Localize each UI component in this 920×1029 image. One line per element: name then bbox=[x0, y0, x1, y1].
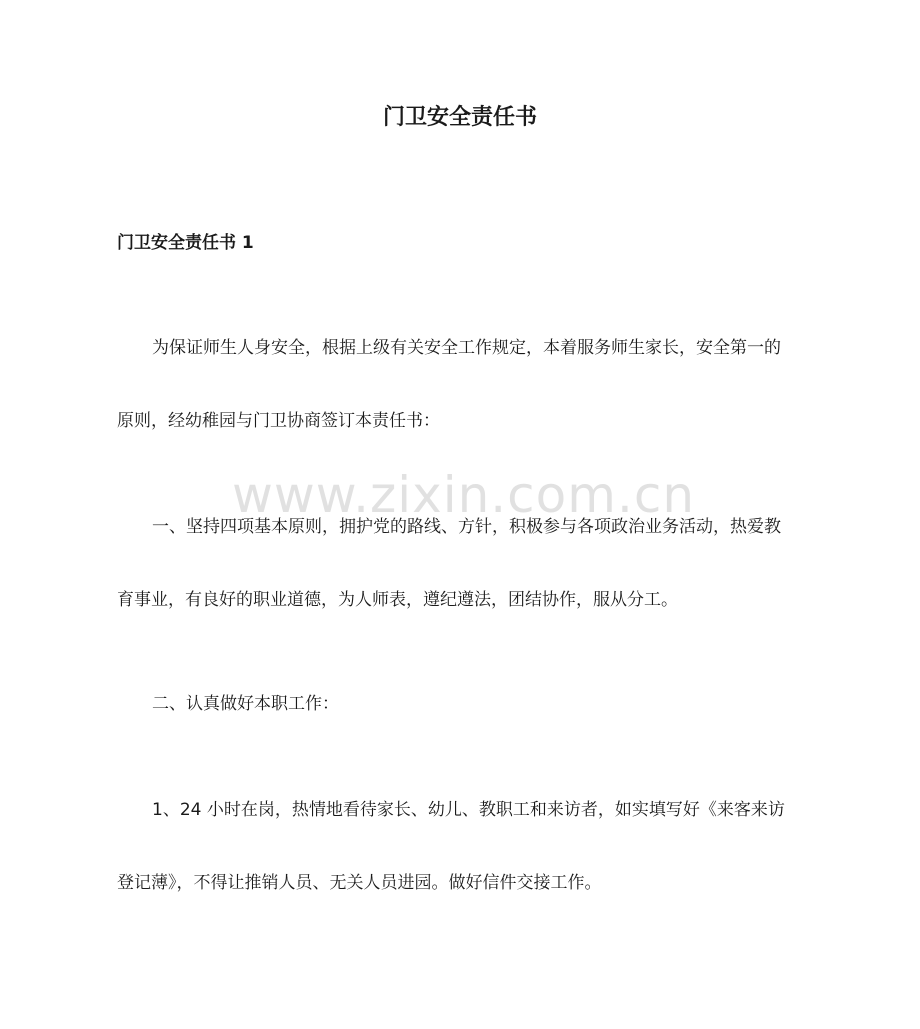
paragraph-line: 育事业，有良好的职业道德，为人师表，遵纪遵法，团结协作，服从分工。 bbox=[117, 590, 678, 610]
section-heading: 门卫安全责任书 1 bbox=[117, 233, 254, 253]
paragraph-line: 为保证师生人身安全，根据上级有关安全工作规定，本着服务师生家长，安全第一的 bbox=[152, 338, 781, 358]
paragraph-line: 1、24 小时在岗，热情地看待家长、幼儿、教职工和来访者，如实填写好《来客来访 bbox=[152, 800, 785, 820]
paragraph-line: 原则，经幼稚园与门卫协商签订本责任书： bbox=[117, 411, 440, 431]
watermark-text: www.zixin.com.cn bbox=[232, 466, 696, 524]
paragraph-line: 二、认真做好本职工作： bbox=[152, 694, 339, 714]
document-title: 门卫安全责任书 bbox=[382, 105, 537, 130]
paragraph-line: 登记薄》，不得让推销人员、无关人员进园。做好信件交接工作。 bbox=[117, 873, 602, 893]
paragraph-line: 一、坚持四项基本原则，拥护党的路线、方针，积极参与各项政治业务活动，热爱教 bbox=[152, 517, 781, 537]
